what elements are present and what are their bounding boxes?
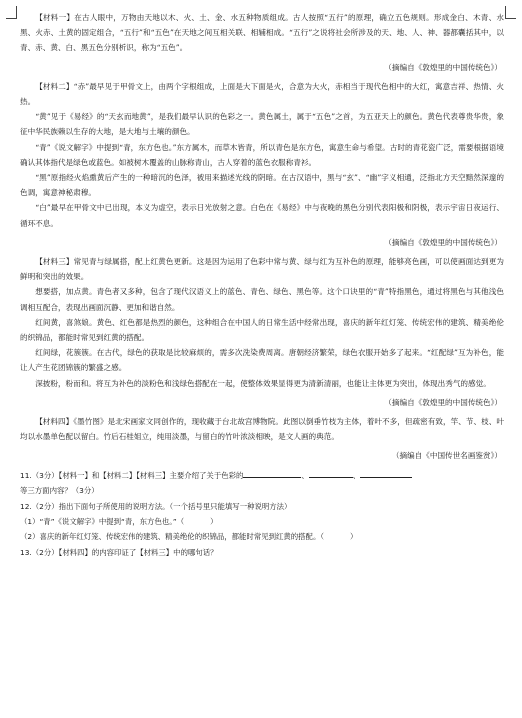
crop-mark-top-left xyxy=(6,6,17,19)
material-two-paragraph-3: “青”《说文解字》中提到“青，东方色也。”东方属木，而草木皆青，所以青色是东方色，寓意生命与希望。古时的青花瓷广泛，需要根据语境确认其体指代是绿色或蓝色。如被树木覆盖的山脉称青山，古人穿着的蓝色衣服称青衫。 xyxy=(20,142,504,167)
question-12-item-1 xyxy=(20,514,504,529)
question-12-item-1-close: ） xyxy=(210,516,218,526)
question-11-text: 11.（3分）【材料一】和【材料二】【材料三】主要介绍了关于色彩的 xyxy=(20,470,244,480)
exam-page xyxy=(20,10,504,560)
material-four-source: （摘编自《中国传世名画鉴赏》） xyxy=(391,451,502,461)
question-11-separator-2: 、 xyxy=(352,470,361,480)
answer-blank-11-3[interactable] xyxy=(360,468,412,478)
question-12: 12.（2分）指出下面句子所使用的说明方法。（一个括号里只能填写一种说明方法） xyxy=(20,501,292,511)
material-two xyxy=(20,79,504,250)
question-11 xyxy=(20,468,504,483)
material-two-paragraph-2: “黄”见于《易经》的“天玄而地黄”，是我们最早认识的色彩之一。黄色属土，属于“五色”之首，为五亚天上的颜色。黄色代表尊贵华贵，象征中华民族赖以生存的大地，是大地与土壤的颜色。 xyxy=(20,112,504,137)
material-one-source: （摘编自《敦煌里的中国传统色》） xyxy=(384,62,502,72)
material-three-paragraph-4: 红间绿，花簇簇。在古代，绿色的获取是比较麻烦的，需多次洗染费周离。唐朝经济繁荣，绿色衣服开始多了起来。“红配绿”互为补色，能让人产生花团锦簇的繁盛之感。 xyxy=(20,348,504,373)
material-two-paragraph-5: “白”最早在甲骨文中已出现，本义为虚空，表示日光放射之意。白色在《易经》中与夜晚的黑色分别代表阳极和阴极，表示宇宙日夜运行、循环不息。 xyxy=(20,203,504,228)
material-two-paragraph-4: “黑”原指经火焰熏黄后产生的一种暗沉的色泽，被用来描述光线的阴暗。在古汉语中，黑与“玄”、“幽”字义相通，泛指北方天空黯然深邃的色调，寓意神秘肃穆。 xyxy=(20,173,504,198)
material-three xyxy=(20,254,504,410)
material-three-paragraph-2: 想要搭，加点黄。青色者又多种，包含了现代汉语义上的蓝色、青色、绿色、黑色等。这个口诀里的“青”特指黑色，通过将黑色与其他浅色调相互配合，表现出画面沉静、更加和谐自然。 xyxy=(20,287,504,312)
question-12-item-2-text: （2）喜庆的新年红灯笼、传统宏伟的建筑、精美绝伦的织锦品，都能时常见到红黄的搭配。（ xyxy=(20,532,325,542)
question-12-item-2 xyxy=(20,529,504,544)
material-four xyxy=(20,414,504,464)
material-two-paragraph-1: 【材料二】“赤”最早见于甲骨文上，由两个字根组成，上面是大下面是火，合意为大火，赤相当于现代色相中的大红，寓意吉祥、热情、火热。 xyxy=(20,81,504,107)
answer-blank-11-2[interactable] xyxy=(309,468,353,478)
answer-blank-11-1[interactable] xyxy=(243,468,301,478)
material-one xyxy=(20,10,504,75)
material-one-paragraph: 【材料一】在古人眼中，万物由天地以木、火、土、金、水五种物质组成。古人按照“五行”的原理，确立五色规则。形成金白、木青、水黑、火赤、土黄的固定组合，“五行”和“五色”在天地之间互相关联、相辅相成。“五行”之说将社会所涉及的天、地、人、神、器都囊括其中，以青、赤、黄、白、黑五色分别析识，称为“五色”。 xyxy=(20,13,504,53)
question-11-separator-1: 、 xyxy=(301,470,309,480)
material-three-paragraph-5: 深披粉，粉而和。将互为补色的淡粉色和浅绿色搭配在一起，使整体效果显得更为清新清丽，也能让主体更为突出，体现出秀气的感觉。 xyxy=(35,378,491,388)
material-four-paragraph: 【材料四】《墨竹图》是北宋画家文同创作的，现收藏于台北故宫博物院。此图以倒垂竹枝为主体，着叶不多，但疏密有致，竿、节、枝、叶均以水墨单色配以留白。竹后石桂姐立，纯用淡墨，与留白的竹叶浓淡相映，是文人画的典范。 xyxy=(20,417,504,442)
questions xyxy=(20,468,504,560)
question-12-item-2-close: ） xyxy=(350,532,358,542)
material-two-source: （摘编自《敦煌里的中国传统色》） xyxy=(384,237,502,247)
question-13: 13.（2分）【材料四】的内容印证了【材料三】中的哪句话？ xyxy=(20,547,218,557)
crop-mark-top-right xyxy=(505,6,516,19)
question-11-continued: 等三方面内容？（3分） xyxy=(20,486,99,496)
material-three-paragraph-3: 红间黄，喜煞娘。黄色、红色都是热烈的颜色，这种组合在中国人的日常生活中经常出现，喜庆的新年红灯笼、传统宏伟的建筑、精美绝伦的织锦品，都能时常见到红黄的搭配。 xyxy=(20,317,504,343)
material-three-source: （摘编自《敦煌里的中国传统色》） xyxy=(384,397,502,407)
material-three-paragraph-1: 【材料三】常见青与绿属搭，配上红黄色更新。这是因为运用了色彩中常与黄、绿与红为互补色的原理，能够亮色画，可以使画面达到更为鲜明和突出的效果。 xyxy=(20,257,504,282)
question-12-item-1-text: （1）“青”《说文解字》中提到“青，东方色也。”（ xyxy=(20,516,185,526)
